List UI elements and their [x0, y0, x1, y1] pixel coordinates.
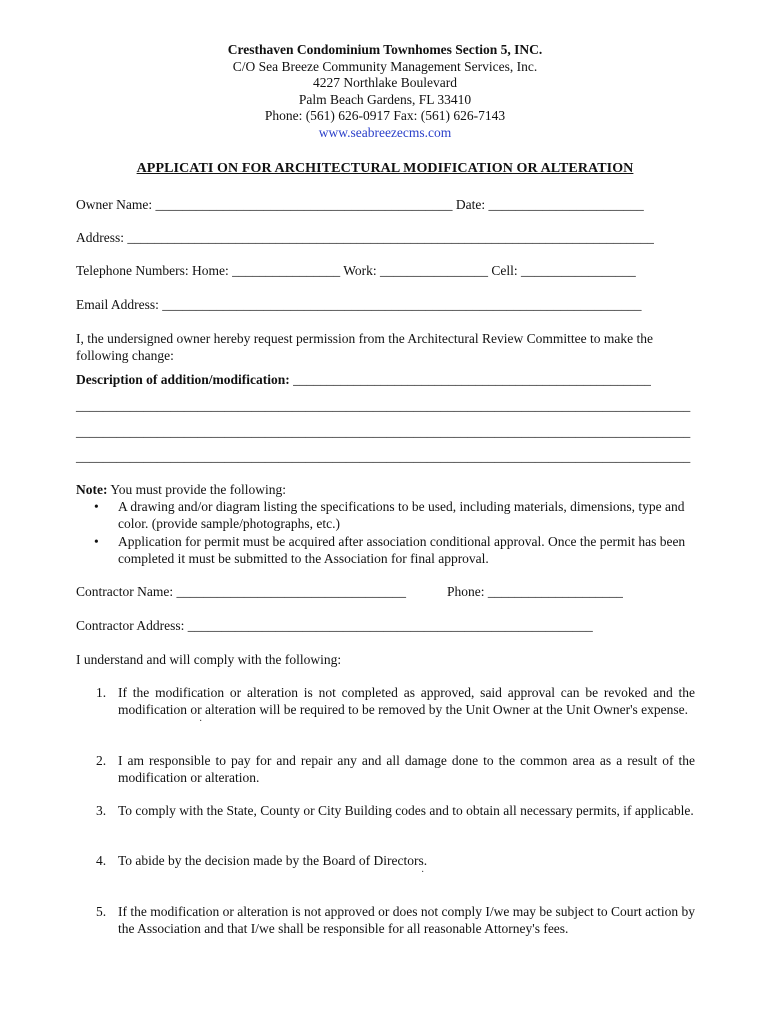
- form-title: APPLICATI ON FOR ARCHITECTURAL MODIFICATION OR ALTERATION: [136, 161, 634, 176]
- term-number: 1.: [96, 685, 107, 700]
- letterhead: [0, 42, 770, 142]
- term-text: If the modification or alteration is not completed as approved, said approval can be revoked and the modification or alteration will be required to be removed by the Unit Owner at the Unit Owner's expense.: [118, 685, 695, 717]
- requirements-list: [90, 498, 695, 568]
- description-blank-line-2[interactable]: ___________________________________________________________________________________________: [76, 424, 691, 439]
- term-text: To abide by the decision made by the Board of Directors.: [118, 853, 428, 868]
- note: [76, 481, 696, 498]
- term-text: If the modification or alteration is not approved or does not comply I/we may be subject to Court action by the Association and that I/we shall be responsible for all reasonable Attorney's fees.: [118, 904, 695, 936]
- bullet-icon: •: [94, 534, 99, 549]
- term-number: 4.: [96, 853, 107, 868]
- street-address: 4227 Northlake Boulevard: [313, 75, 457, 91]
- term-item: [90, 752, 695, 786]
- term-number: 5.: [96, 904, 107, 919]
- address-field[interactable]: Address: ______________________________________________________________________________: [76, 230, 654, 245]
- agreement-intro: I understand and will comply with the following:: [76, 652, 342, 667]
- list-item: [90, 498, 695, 532]
- note-text: You must provide the following:: [107, 482, 286, 497]
- contractor-name-field[interactable]: Contractor Name: __________________________________: [76, 584, 406, 599]
- description-label: Description of addition/modification:: [76, 372, 290, 387]
- requirement-text: A drawing and/or diagram listing the specifications to be used, including materials, dimensions, type and color. (provide sample/photographs, etc.): [118, 499, 685, 531]
- list-item: [90, 533, 695, 567]
- term-text: I am responsible to pay for and repair any and all damage done to the common area as a result of the modification or alteration.: [118, 753, 695, 785]
- description-line[interactable]: _____________________________________________________: [289, 372, 651, 387]
- contractor-phone-field[interactable]: Phone: ____________________: [447, 584, 623, 599]
- description-blank-line-3[interactable]: ___________________________________________________________________________________________: [76, 449, 691, 464]
- term-item: [90, 684, 695, 718]
- scan-speck: ·: [199, 716, 203, 727]
- city-state-zip: Palm Beach Gardens, FL 33410: [298, 91, 472, 107]
- term-number: 3.: [96, 803, 107, 818]
- requirement-text: Application for permit must be acquired after association conditional approval. Once the permit has been completed it must be submitted to the Association for final approval.: [118, 534, 686, 566]
- website-link[interactable]: www.seabreezecms.com: [318, 124, 452, 140]
- care-of-line: C/O Sea Breeze Community Management Services, Inc.: [232, 58, 538, 74]
- description-field[interactable]: [76, 372, 651, 388]
- email-address-field[interactable]: Email Address: _______________________________________________________________________: [76, 297, 642, 312]
- note-label: Note:: [76, 482, 108, 497]
- organization-name: Cresthaven Condominium Townhomes Section 5, INC.: [227, 42, 543, 57]
- term-number: 2.: [96, 753, 107, 768]
- term-item: [90, 852, 695, 869]
- owner-name-date-field[interactable]: Owner Name: ____________________________________________ Date: _______________________: [76, 197, 644, 212]
- term-text: To comply with the State, County or City Building codes and to obtain all necessary permits, if applicable.: [118, 803, 694, 818]
- bullet-icon: •: [94, 499, 99, 514]
- scan-speck: ·: [421, 867, 425, 878]
- contractor-address-field[interactable]: Contractor Address: ____________________________________________________________: [76, 618, 593, 633]
- description-blank-line-1[interactable]: ___________________________________________________________________________________________: [76, 398, 691, 413]
- phone-fax: Phone: (561) 626-0917 Fax: (561) 626-7143: [264, 108, 506, 124]
- telephone-numbers-field[interactable]: Telephone Numbers: Home: ________________ Work: ________________ Cell: _________________: [76, 263, 636, 278]
- term-item: [90, 802, 695, 819]
- request-intro: I, the undersigned owner hereby request permission from the Architectural Review Committee to make the following change:: [76, 331, 653, 363]
- term-item: [90, 903, 695, 937]
